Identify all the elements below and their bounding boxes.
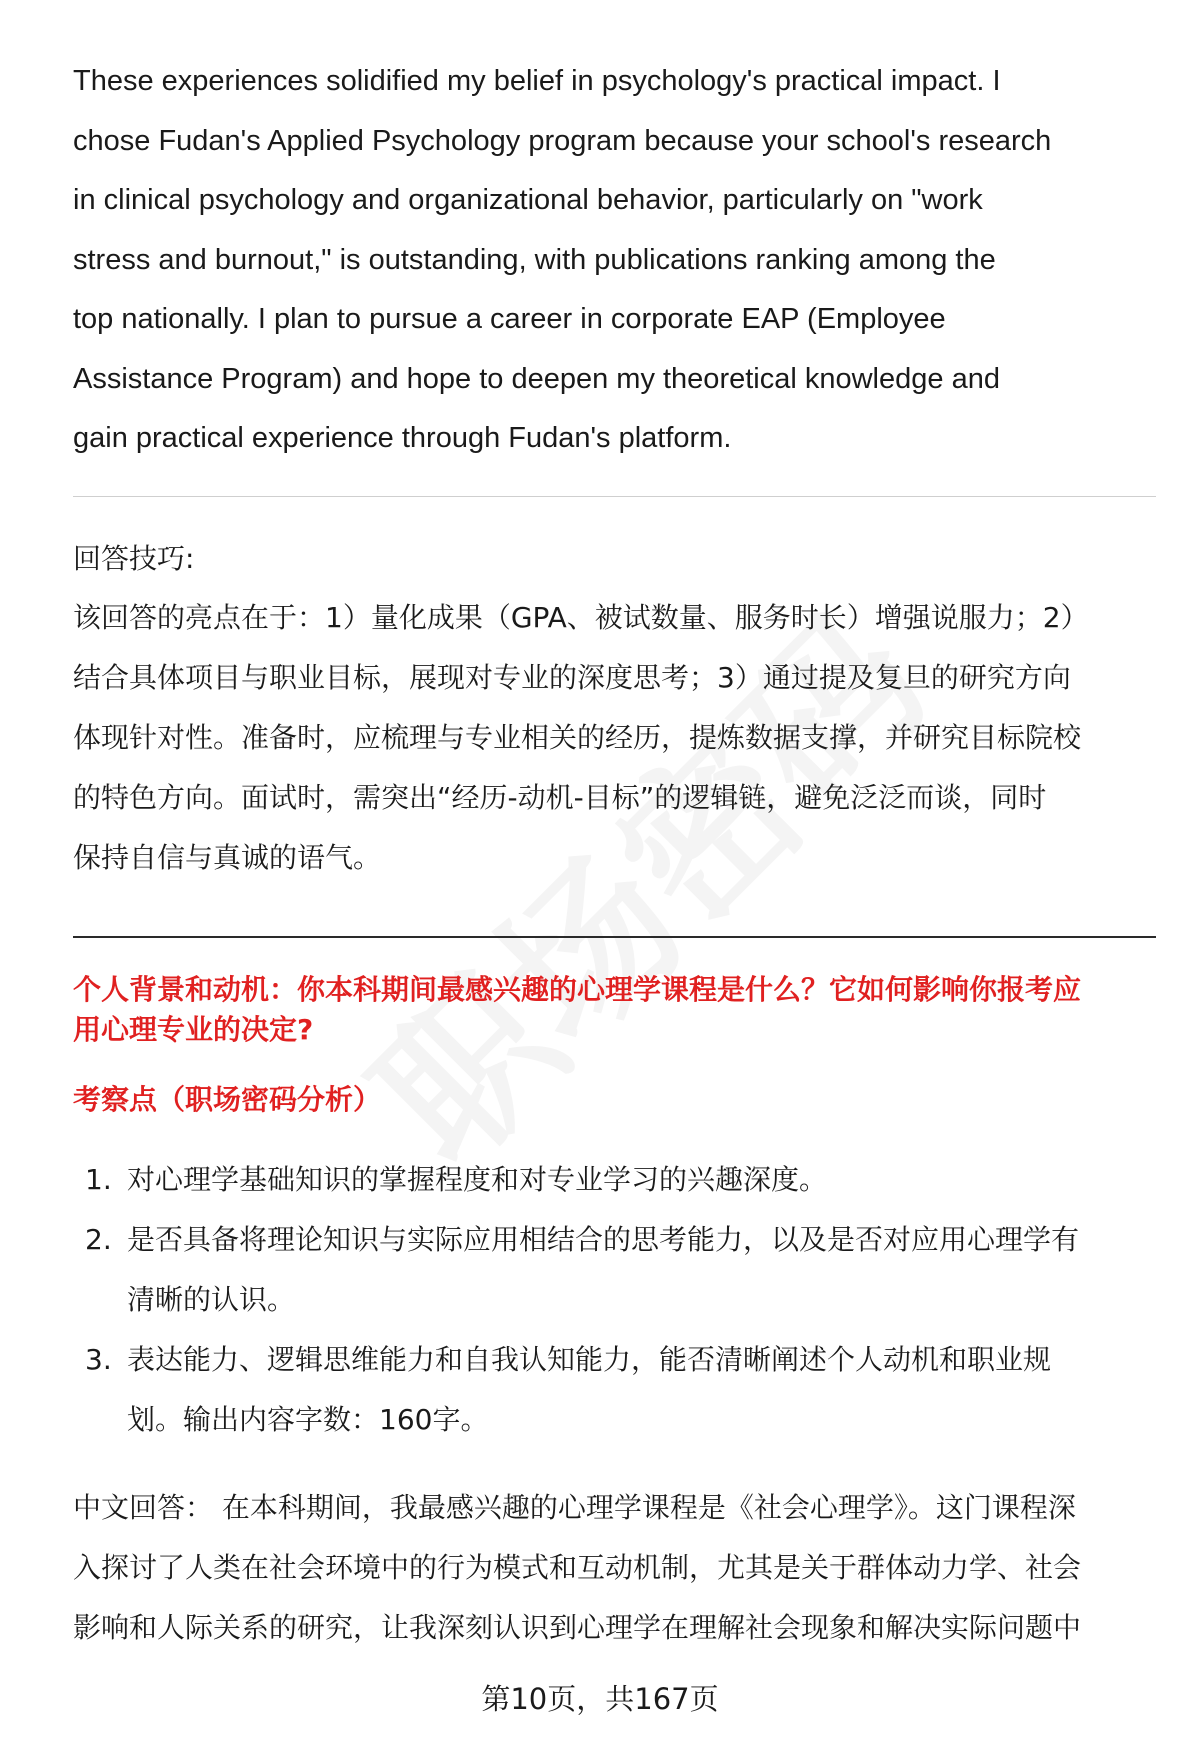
answer-line: 入探讨了人类在社会环境中的行为模式和互动机制，尤其是关于群体动力学、社会 (73, 1551, 1082, 1584)
question-title (73, 970, 1163, 1050)
tips-line: 该回答的亮点在于：1）量化成果（GPA、被试数量、服务时长）增强说服力；2） (73, 601, 1089, 634)
list-item (73, 1210, 1163, 1330)
list-item-text: 表达能力、逻辑思维能力和自我认知能力，能否清晰阐述个人动机和职业规 (127, 1343, 1052, 1376)
question-title-line: 个人背景和动机：你本科期间最感兴趣的心理学课程是什么？它如何影响你报考应 (73, 973, 1082, 1006)
page-number-footer: 第10页，共167页 (481, 1682, 719, 1716)
english-line: in clinical psychology and organizational behavior, particularly on "work (73, 184, 983, 216)
answer-line: 影响和人际关系的研究，让我深刻认识到心理学在理解社会现象和解决实际问题中 (73, 1611, 1082, 1644)
question-title-line: 用心理专业的决定? (73, 1013, 314, 1046)
list-item-text: 是否具备将理论知识与实际应用相结合的思考能力，以及是否对应用心理学有 (127, 1223, 1080, 1256)
english-line: top nationally. I plan to pursue a career in corporate EAP (Employee (73, 303, 946, 335)
list-item (73, 1330, 1163, 1450)
analysis-points-list (73, 1150, 1163, 1450)
tips-body (73, 588, 1163, 888)
chinese-answer (73, 1478, 1163, 1658)
english-line: chose Fudan's Applied Psychology program because your school's research (73, 124, 1052, 157)
list-number: 1. (85, 1163, 112, 1196)
tips-label: 回答技巧: (73, 542, 195, 575)
section-divider (73, 936, 1156, 938)
english-line: gain practical experience through Fudan's platform. (73, 422, 732, 454)
list-item-text: 对心理学基础知识的掌握程度和对专业学习的兴趣深度。 (127, 1163, 828, 1196)
tips-line: 结合具体项目与职业目标，展现对专业的深度思考；3）通过提及复旦的研究方向 (73, 661, 1071, 694)
list-item-text: 清晰的认识。 (127, 1283, 296, 1316)
english-line: Assistance Program) and hope to deepen my theoretical knowledge and (73, 362, 1000, 395)
answer-line: 中文回答： 在本科期间，我最感兴趣的心理学课程是《社会心理学》。这门课程深 (73, 1491, 1076, 1524)
divider (73, 496, 1156, 497)
analysis-subtitle: 考察点（职场密码分析） (73, 1083, 382, 1116)
list-number: 2. (85, 1223, 112, 1256)
tips-line: 体现针对性。准备时，应梳理与专业相关的经历，提炼数据支撑，并研究目标院校 (73, 721, 1082, 754)
english-line: stress and burnout," is outstanding, with publications ranking among the (73, 243, 996, 276)
english-line: These experiences solidified my belief in psychology's practical impact. I (73, 65, 1001, 97)
english-paragraph (73, 52, 1163, 469)
list-item-text: 划。输出内容字数：160字。 (127, 1403, 489, 1436)
list-number: 3. (85, 1343, 112, 1376)
tips-line: 的特色方向。面试时，需突出“经历-动机-目标”的逻辑链，避免泛泛而谈，同时 (73, 781, 1047, 814)
tips-line: 保持自信与真诚的语气。 (73, 841, 382, 874)
list-item (73, 1150, 1163, 1210)
